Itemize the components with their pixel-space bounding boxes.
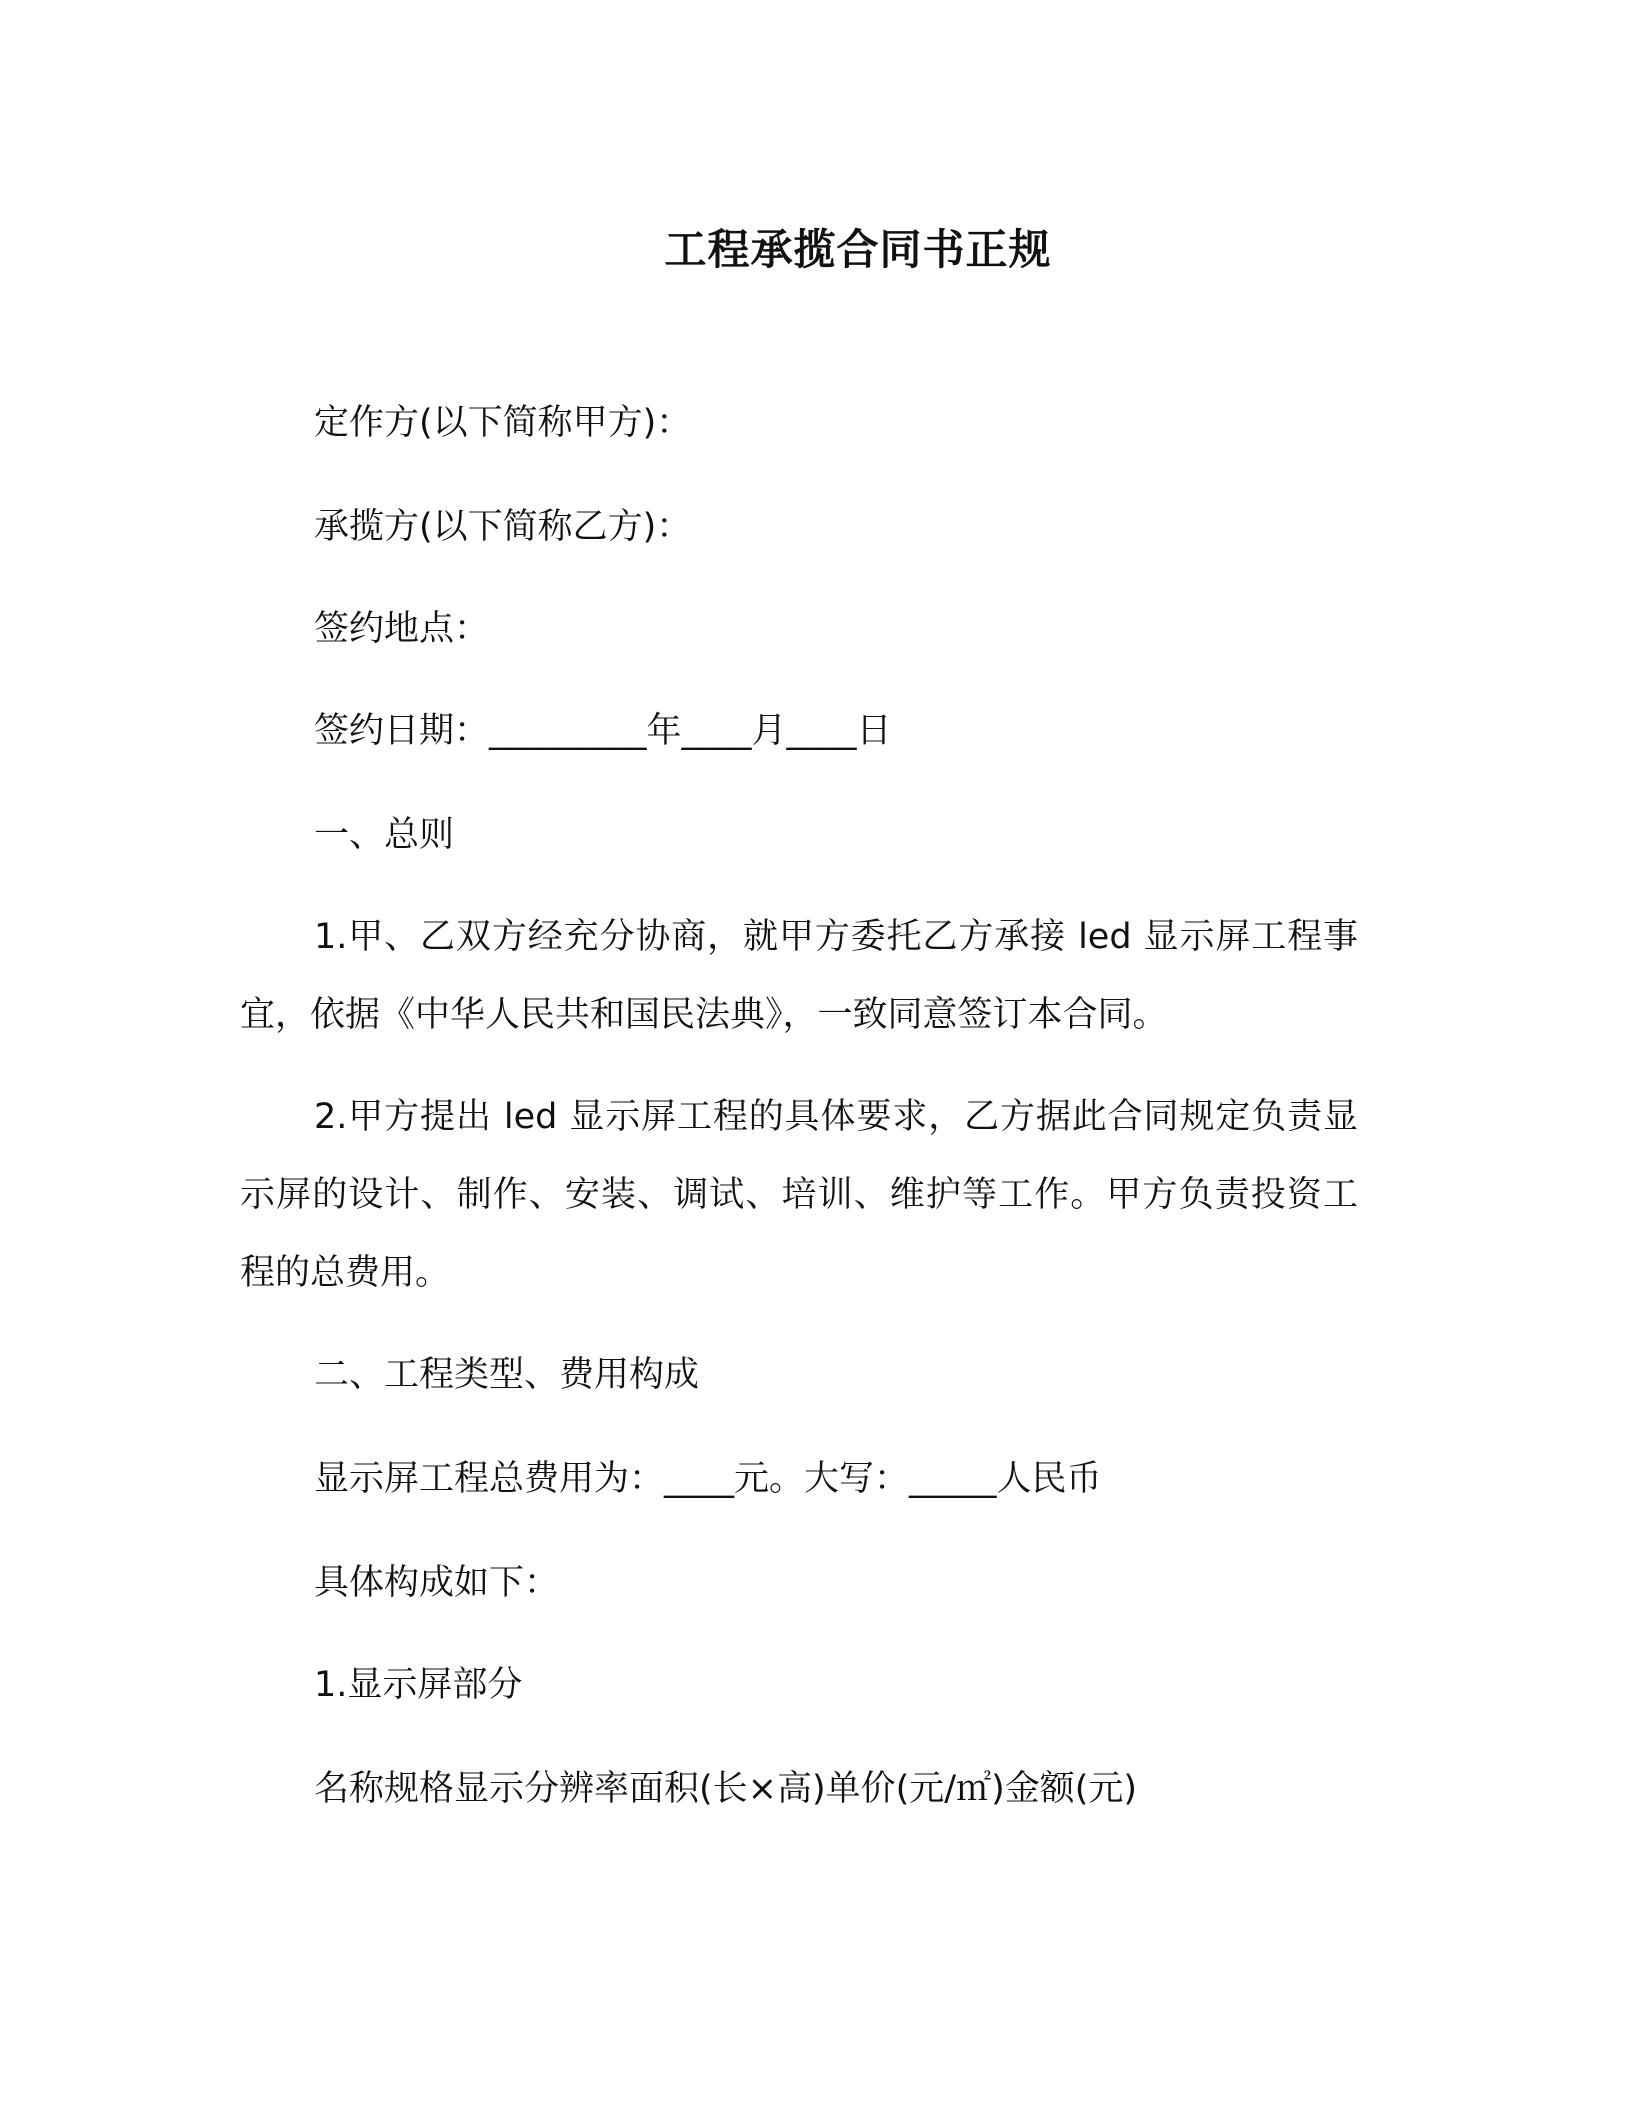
section-2-heading: 二、工程类型、费用构成 bbox=[314, 1355, 700, 1395]
clause-2-paragraph: 2.甲方提出 led 显示屏工程的具体要求，乙方据此合同规定负责显示屏的设计、制作、安装、调试、培训、维护等工作。甲方负责投资工程的总费用。 bbox=[240, 1097, 1358, 1293]
document-title: 工程承揽合同书正规 bbox=[664, 225, 1052, 274]
table-header-line: 名称规格显示分辨率面积(长×高)单价(元/㎡)金额(元) bbox=[314, 1769, 1138, 1809]
party-a-line: 定作方(以下简称甲方)： bbox=[314, 403, 692, 443]
composition-intro-line: 具体构成如下： bbox=[314, 1563, 560, 1603]
total-cost-line: 显示屏工程总费用为：____元。大写：_____人民币 bbox=[314, 1459, 1102, 1499]
sign-place-line: 签约地点： bbox=[314, 609, 490, 649]
party-b-line: 承揽方(以下简称乙方)： bbox=[314, 507, 692, 547]
part-1-heading: 1.显示屏部分 bbox=[314, 1665, 523, 1705]
clause-1-paragraph: 1.甲、乙双方经充分协商，就甲方委托乙方承接 led 显示屏工程事宜，依据《中华人民共和国民法典》，一致同意签订本合同。 bbox=[240, 917, 1358, 1035]
section-1-heading: 一、总则 bbox=[314, 815, 455, 855]
sign-date-line: 签约日期：_________年____月____日 bbox=[314, 711, 892, 751]
